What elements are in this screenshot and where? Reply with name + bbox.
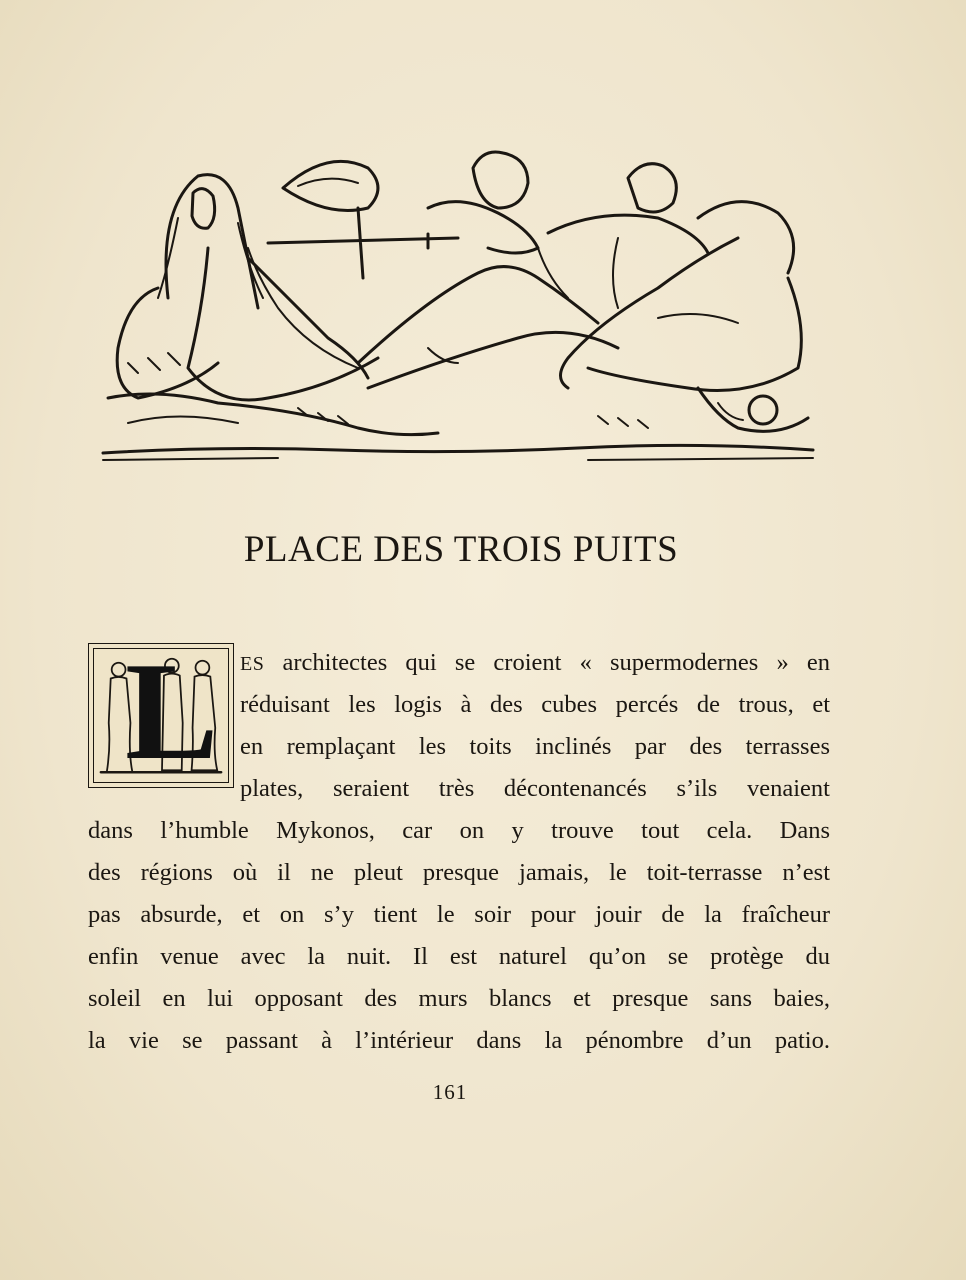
paragraph-line: des régions où il ne pleut presque jamais, le toit-terrasse n’est [88,859,830,886]
paragraph-line: plates, seraient très décontenancés s’ils venaient [240,775,830,802]
paragraph-line: dans l’humble Mykonos, car on y trouve tout cela. Dans [88,817,830,844]
smallcaps-text: ES [240,653,265,675]
engraving-illustration-icon [98,148,818,466]
page-title: PLACE DES TROIS PUITS [243,529,679,570]
paragraph-line: en remplaçant les toits inclinés par des terrasses [240,733,830,760]
paragraph-line: la vie se passant à l’intérieur dans la pénombre d’un patio. [88,1027,830,1054]
woodcut-illustration [98,148,818,466]
dropcap-box [88,634,234,789]
first-line-text: architectes qui se croient « supermodernes » en [282,649,830,676]
page-number: 161 [432,1080,468,1104]
paragraph-line: réduisant les logis à des cubes percés de trous, et [240,691,830,718]
paragraph-line: enfin venue avec la nuit. Il est naturel qu’on se protège du [88,943,830,970]
paragraph-line-1 [240,648,830,679]
paragraph-line: soleil en lui opposant des murs blancs et presque sans baies, [88,985,830,1012]
dropcap-letter: L [125,634,219,789]
paragraph-line: pas absurde, et on s’y tient le soir pour jouir de la fraîcheur [88,901,830,928]
